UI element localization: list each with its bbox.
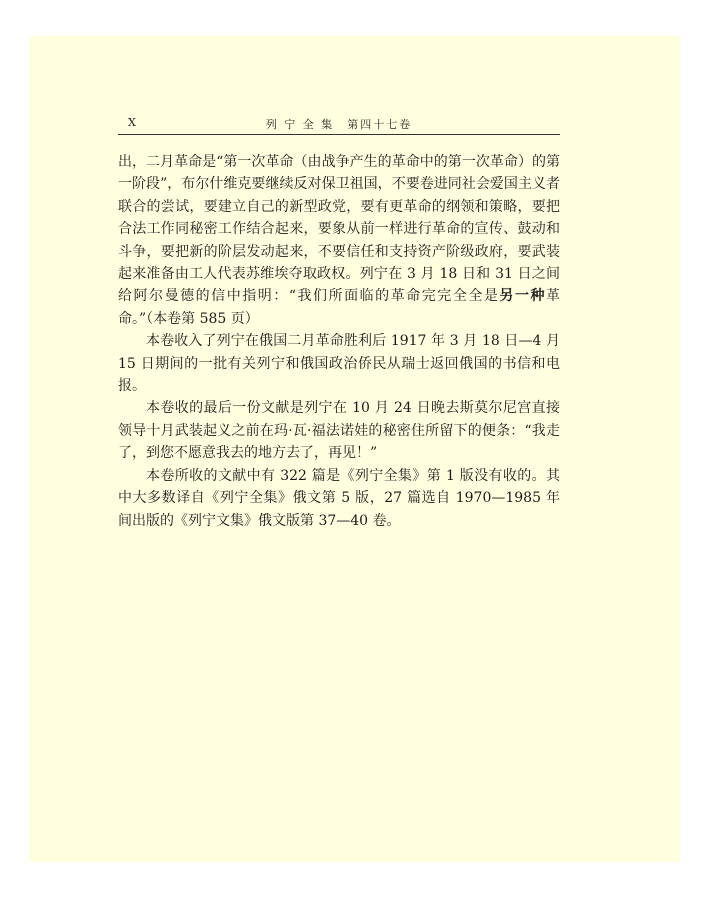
body-text [118,151,560,532]
emphasized-text: 另一种 [499,288,547,305]
paragraph-3: 本卷收的最后一份文献是列宁在 10 月 24 日晚去斯莫尔尼宫直接领导十月武装起义之前在玛·瓦·福法诺娃的秘密住所留下的便条：“我走了，到您不愿意我去的地方去了，再见！” [118,400,560,462]
paragraph-2: 本卷收入了列宁在俄国二月革命胜利后 1917 年 3 月 18 日—4 月 15 日期间的一批有关列宁和俄国政治侨民从瑞士返回俄国的书信和电报。 [118,333,560,395]
paragraph-1-text: 出，二月革命是“第一次革命（由战争产生的革命中的第一次革命）的第一阶段”，布尔什维克要继续反对保卫祖国，不要卷进同社会爱国主义者联合的尝试，要建立自己的新型政党，要有更革命的纲领和策略，要把合法工作同秘密工作结合起来，要象从前一样进行革命的宣传、鼓动和斗争，要把新的阶层发动起来，不要信任和支持资产阶级政府，要武装起来准备由工人代表苏维埃夺取政权。列宁在 3 月 18 日和 31 日之间给阿尔曼德的信中指明：“我们所面临的革命完完全全是 [118,154,560,305]
paragraph-1-tail: 革命。”（本卷第 585 页） [118,288,561,327]
page-folio: X [128,116,136,129]
paragraph-1 [118,151,560,330]
paragraph-4: 本卷所收的文献中有 322 篇是《列宁全集》第 1 版没有收的。其中大多数译自《列宁全集》俄文第 5 版，27 篇选自 1970—1985 年间出版的《列宁文集》俄文版第 37—40 卷。 [118,467,560,529]
running-title: 列 宁 全 集 第四十七卷 [265,118,413,131]
running-header [118,112,560,135]
